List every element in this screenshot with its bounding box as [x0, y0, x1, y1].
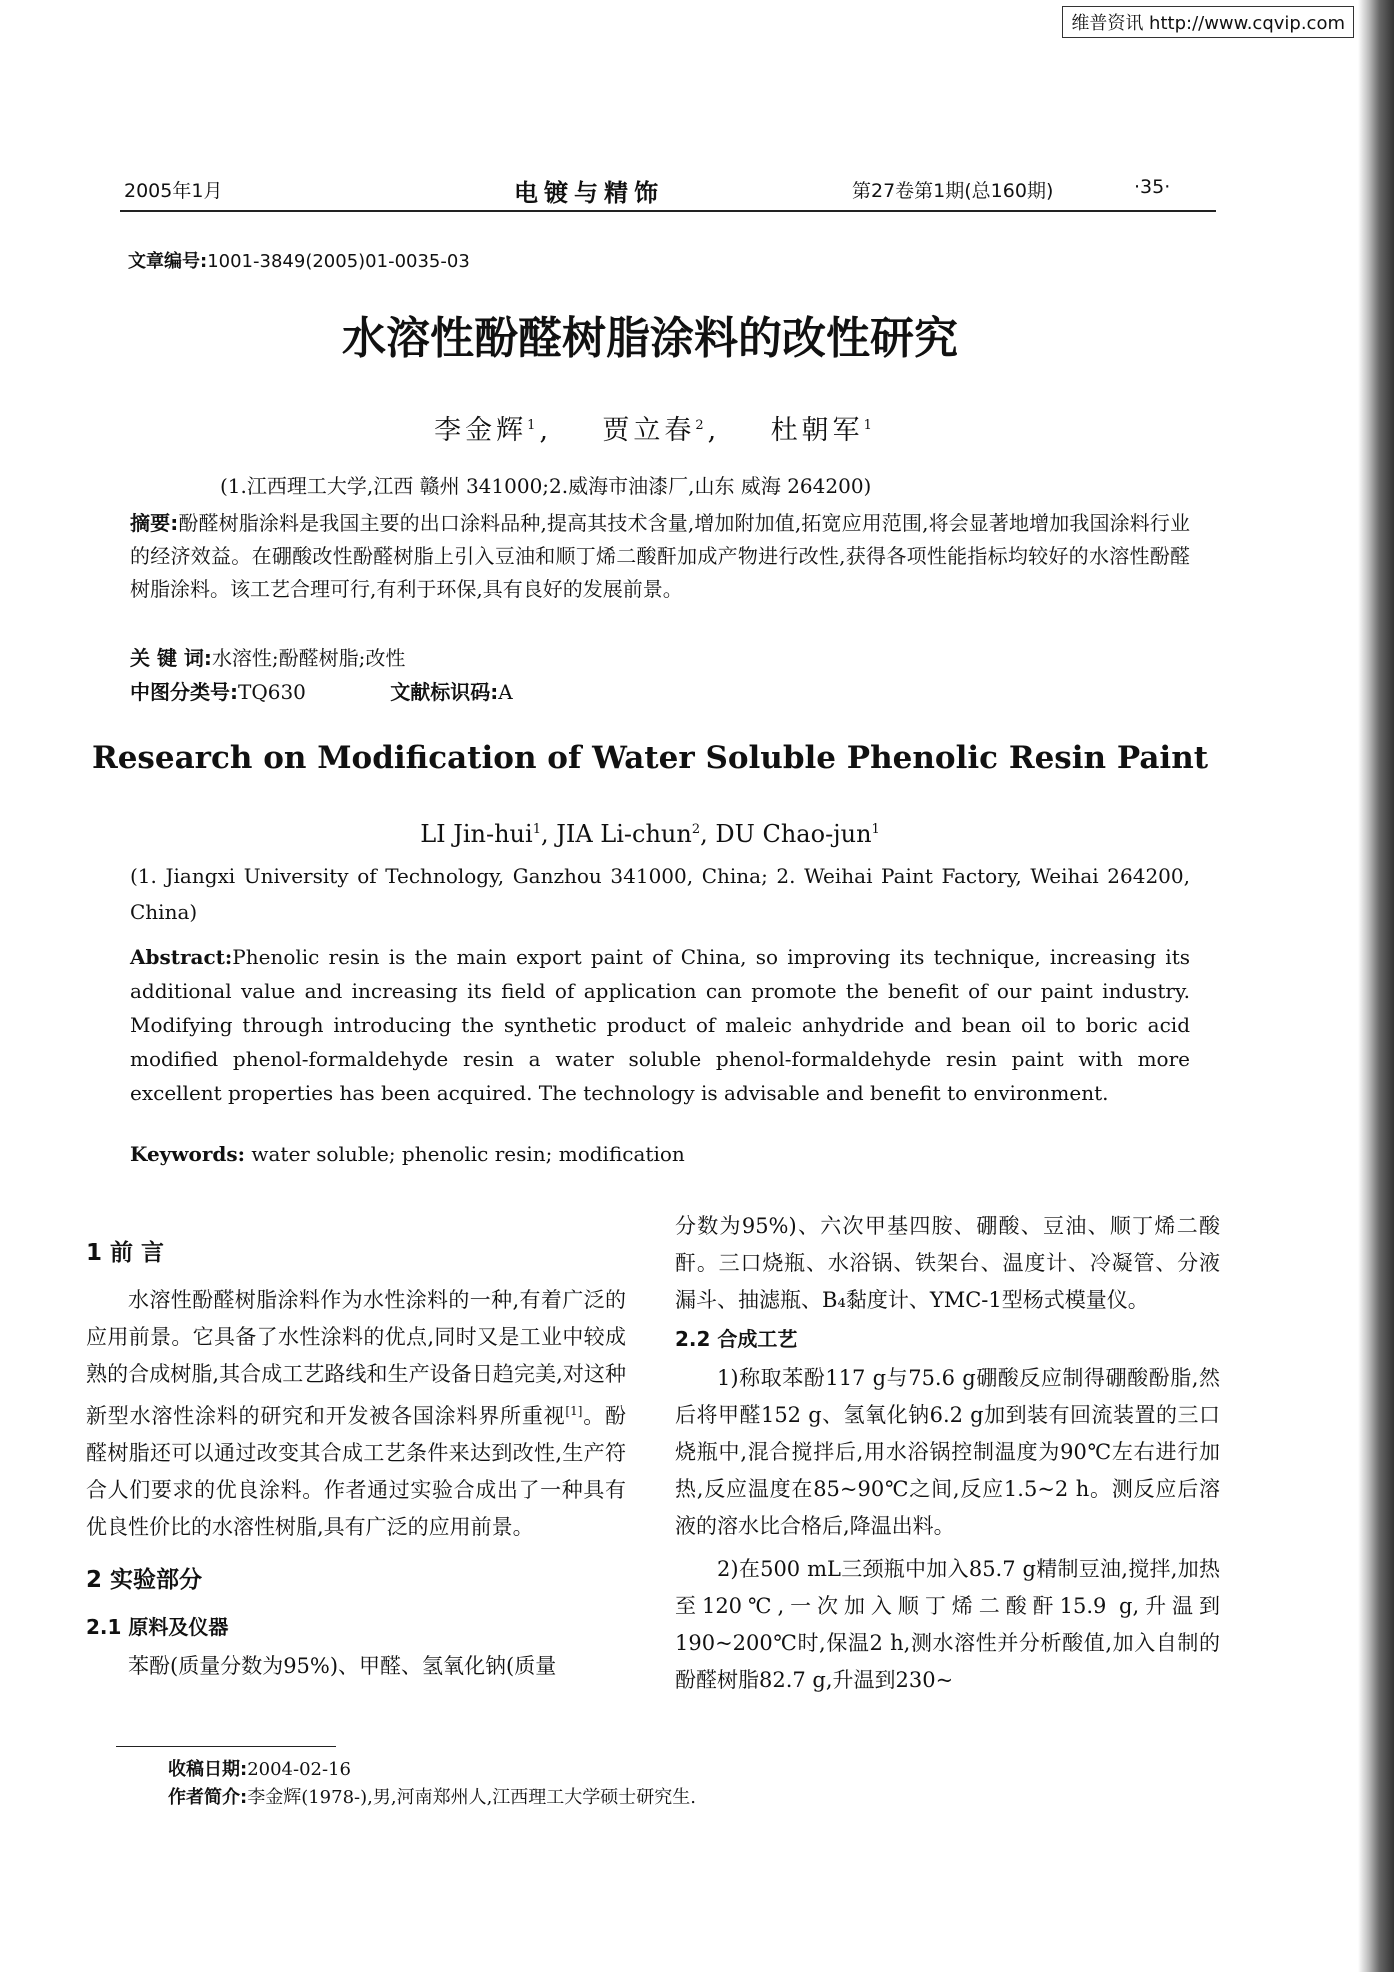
- author-name: LI Jin-hui: [420, 820, 533, 848]
- author-name: DU Chao-jun: [715, 820, 872, 848]
- footnote: [168, 1756, 696, 1812]
- author-sup: 2: [691, 822, 701, 837]
- author-sup: 1: [863, 418, 876, 433]
- footnote-rule: [116, 1746, 336, 1747]
- classification: [130, 676, 513, 705]
- keywords-chinese-text: 水溶性;酚醛树脂;改性: [211, 646, 406, 670]
- doc-code-label: 文献标识码:: [390, 680, 499, 704]
- column-right: [675, 1208, 1220, 1699]
- received-value: 2004-02-16: [247, 1759, 351, 1780]
- paragraph: 1)称取苯酚117 g与75.6 g硼酸反应制得硼酸酚脂,然后将甲醛152 g、氢氧化钠6.2 g加到装有回流装置的三口烧瓶中,混合搅拌后,用水浴锅控制温度为90℃左右进行加热,反应温度在85~90℃之间,反应1.5~2 h。测反应后溶液的溶水比合格后,降温出料。: [675, 1366, 1220, 1538]
- author-name: JIA Li-chun: [556, 820, 692, 848]
- author-name: 贾立春: [602, 415, 696, 446]
- abstract-english: [130, 940, 1190, 1110]
- citation[interactable]: [1]: [565, 1404, 583, 1418]
- author-bio-label: 作者简介:: [168, 1787, 248, 1808]
- author-sup: 1: [532, 822, 541, 837]
- header-date: 2005年1月: [124, 180, 223, 202]
- authors-english: LI Jin-hui$^1$, JIA Li-chun$^2$, DU Chao-jun$^1$: [420, 820, 880, 848]
- keywords-english-text: water soluble; phenolic resin; modification: [251, 1142, 685, 1166]
- header-issue: 第27卷第1期(总160期): [852, 180, 1054, 202]
- classification-value: TQ630: [238, 680, 306, 704]
- keywords-english-label: Keywords:: [130, 1142, 246, 1166]
- abstract-chinese-text: 酚醛树脂涂料是我国主要的出口涂料品种,提高其技术含量,增加附加值,拓宽应用范围,将会显著地增加我国涂料行业的经济效益。在硼酸改性酚醛树脂上引入豆油和顺丁烯二酸酐加成产物进行改性,获得各项性能指标均较好的水溶性酚醛树脂涂料。该工艺合理可行,有利于环保,具有良好的发展前景。: [130, 511, 1191, 601]
- watermark[interactable]: 维普资讯 http://www.cqvip.com: [1062, 6, 1354, 38]
- article-number: [128, 247, 470, 273]
- header-page-number: ·35·: [1134, 176, 1171, 198]
- authors-chinese: 李金辉$^1$, 贾立春$^2$, 杜朝军$^1$: [434, 415, 876, 446]
- keywords-chinese-label: 关 键 词:: [130, 646, 212, 670]
- paragraph: [86, 1282, 626, 1546]
- article-number-label: 文章编号:: [128, 251, 208, 272]
- running-header: [124, 176, 1204, 207]
- keywords-english: [130, 1142, 685, 1166]
- subsection-heading: 2.1 原料及仪器: [86, 1615, 229, 1639]
- received-date: [168, 1756, 696, 1784]
- abstract-english-text: Phenolic resin is the main export paint of China, so improving its technique, increasing its additional value and increasing its field of application can promote the benefit of our paint industry. Modifying through introducing the synthetic product of maleic anhydride and bean oil to boric acid modified phenol-formaldehyde resin a water soluble phenol-formaldehyde resin paint with more excellent properties has been acquired. The technology is advisable and benefit to environment.: [130, 945, 1190, 1105]
- author-sup: 2: [695, 418, 708, 433]
- paragraph-text: 水溶性酚醛树脂涂料作为水性涂料的一种,有着广泛的应用前景。它具备了水性涂料的优点,同时又是工业中较成熟的合成树脂,其合成工艺路线和生产设备日趋完美,对这种新型水溶性涂料的研究和开发被各国涂料界所重视: [86, 1288, 626, 1428]
- classification-label: 中图分类号:: [130, 680, 238, 704]
- column-left: [86, 1225, 626, 1685]
- paragraph: 分数为95%)、六次甲基四胺、硼酸、豆油、顺丁烯二酸酐。三口烧瓶、水浴锅、铁架台、温度计、冷凝管、分液漏斗、抽滤瓶、B₄黏度计、YMC-1型杨式模量仪。: [675, 1214, 1220, 1312]
- abstract-chinese: [130, 507, 1190, 606]
- author-bio-text: 李金辉(1978-),男,河南郑州人,江西理工大学硕士研究生.: [247, 1787, 697, 1808]
- abstract-chinese-label: 摘要:: [130, 511, 179, 535]
- section-heading: 1 前 言: [86, 1240, 165, 1266]
- scan-edge: [1358, 0, 1394, 1972]
- abstract-english-label: Abstract:: [130, 945, 233, 969]
- paragraph: 2)在500 mL三颈瓶中加入85.7 g精制豆油,搅拌,加热至120℃,一次加入顺丁烯二酸酐15.9 g,升温到190~200℃时,保温2 h,测水溶性并分析酸值,加入自制的酚醛树脂82.7 g,升温到230~: [675, 1557, 1220, 1692]
- subsection-heading: 2.2 合成工艺: [675, 1327, 798, 1351]
- affiliation-english: (1. Jiangxi University of Technology, Ganzhou 341000, China; 2. Weihai Paint Factory, Weihai 264200, China): [130, 864, 1190, 924]
- received-label: 收稿日期:: [168, 1759, 248, 1780]
- paragraph: 苯酚(质量分数为95%)、甲醛、氢氧化钠(质量: [128, 1654, 557, 1678]
- title-chinese: 水溶性酚醛树脂涂料的改性研究: [342, 313, 958, 364]
- keywords-chinese: [130, 642, 405, 671]
- author-name: 杜朝军: [770, 415, 864, 446]
- author-bio: [168, 1784, 696, 1812]
- title-english: Research on Modification of Water Soluble Phenolic Resin Paint: [91, 740, 1209, 776]
- affiliation-chinese: (1.江西理工大学,江西 赣州 341000;2.威海市油漆厂,山东 威海 264200): [220, 474, 872, 498]
- author-name: 李金辉: [434, 415, 528, 446]
- header-journal: 电镀与精饰: [514, 179, 664, 207]
- article-number-value: 1001-3849(2005)01-0035-03: [207, 251, 470, 272]
- author-sup: 1: [527, 418, 540, 433]
- doc-code-value: A: [498, 680, 513, 704]
- author-sup: 1: [871, 822, 880, 837]
- paragraph-text: 。酚醛树脂还可以通过改变其合成工艺条件来达到改性,生产符合人们要求的优良涂料。作者通过实验合成出了一种具有优良性价比的水溶性树脂,具有广泛的应用前景。: [86, 1404, 627, 1539]
- header-rule: [120, 210, 1216, 212]
- section-heading: 2 实验部分: [86, 1567, 203, 1593]
